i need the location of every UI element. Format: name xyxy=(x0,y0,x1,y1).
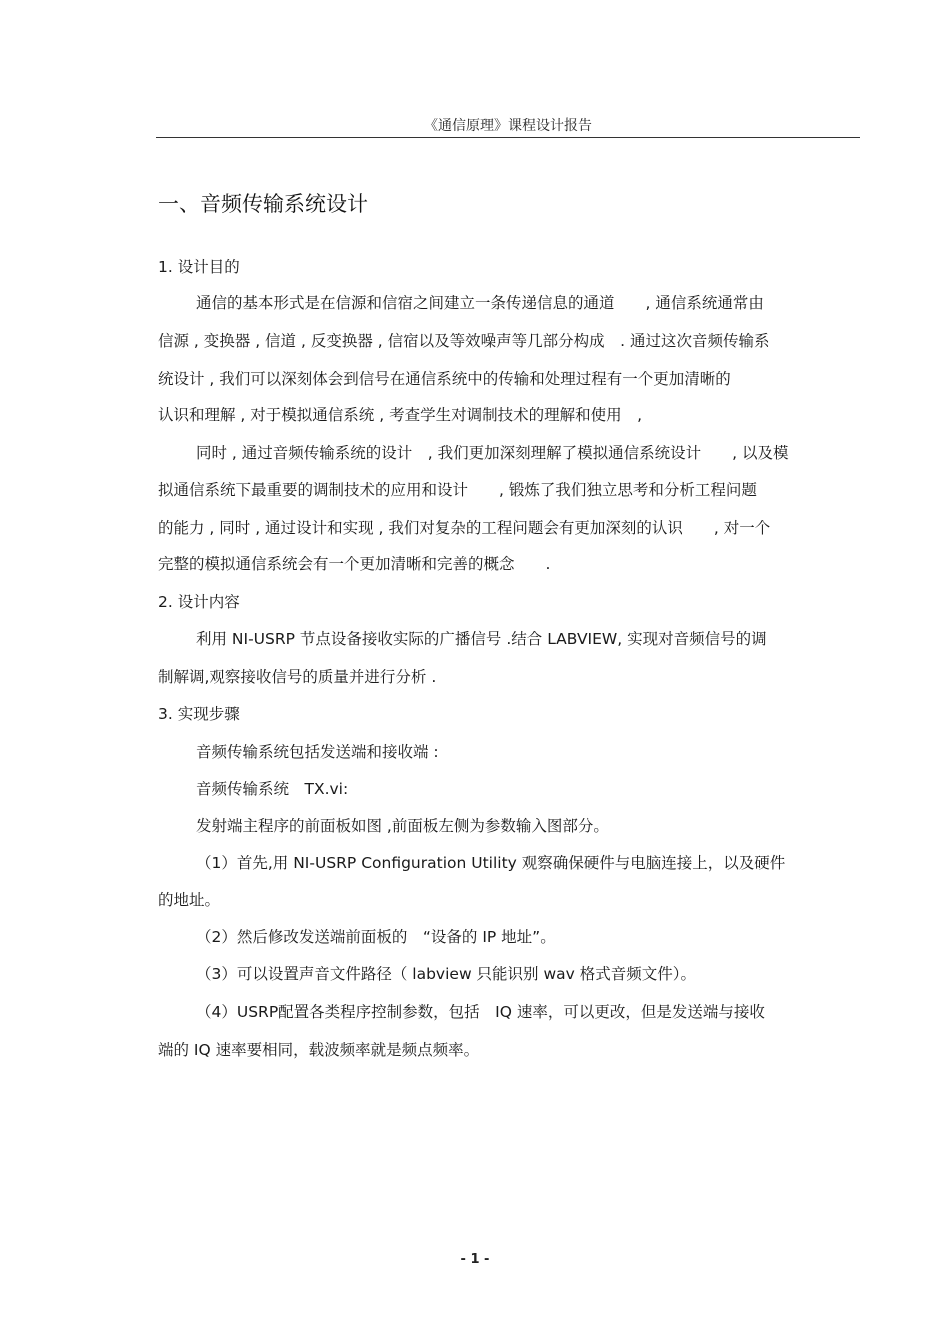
step-4-line-1: （4）USRP配置各类程序控制参数，包括 IQ 速率，可以更改，但是发送端与接收 xyxy=(196,1003,765,1021)
purpose-paragraph-2-line-4: 完整的模拟通信系统会有一个更加清晰和完善的概念 . xyxy=(158,555,551,573)
content-paragraph-line-1: 利用 NI-USRP 节点设备接收实际的广播信号 .结合 LABVIEW, 实现对音频信号的调 xyxy=(196,630,767,648)
purpose-paragraph-2-line-1: 同时 , 通过音频传输系统的设计 , 我们更加深刻理解了模拟通信系统设计 , 以及模 xyxy=(196,444,789,462)
header-rule xyxy=(156,137,860,138)
purpose-paragraph-2-line-2: 拟通信系统下最重要的调制技术的应用和设计 , 锻炼了我们独立思考和分析工程问题 xyxy=(158,481,757,499)
step-1-line-2: 的地址。 xyxy=(158,891,221,909)
purpose-paragraph-1-line-2: 信源 , 变换器 , 信道 , 反变换器 , 信宿以及等效噪声等几部分构成 . 通过这次音频传输系 xyxy=(158,332,770,350)
content-heading: 2. 设计内容 xyxy=(158,593,240,611)
purpose-paragraph-2-line-3: 的能力 , 同时 , 通过设计和实现 , 我们对复杂的工程问题会有更加深刻的认识 , 对一个 xyxy=(158,519,771,537)
purpose-paragraph-1-line-4: 认识和理解 , 对于模拟通信系统 , 考查学生对调制技术的理解和使用 , xyxy=(158,406,642,424)
step-3: （3）可以设置声音文件路径（ labview 只能识别 wav 格式音频文件）。 xyxy=(196,965,697,983)
steps-line-3: 发射端主程序的前面板如图 ,前面板左侧为参数输入图部分。 xyxy=(196,817,609,835)
purpose-heading: 1. 设计目的 xyxy=(158,258,240,276)
purpose-paragraph-1-line-1: 通信的基本形式是在信源和信宿之间建立一条传递信息的通道 , 通信系统通常由 xyxy=(196,294,764,312)
content-paragraph-line-2: 制解调,观察接收信号的质量并进行分析 . xyxy=(158,668,437,686)
steps-line-1: 音频传输系统包括发送端和接收端 : xyxy=(196,743,439,761)
steps-heading: 3. 实现步骤 xyxy=(158,705,240,723)
step-1-line-1: （1）首先,用 NI-USRP Configuration Utility 观察确保硬件与电脑连接上，以及硬件 xyxy=(196,854,786,872)
steps-line-2: 音频传输系统 TX.vi: xyxy=(196,780,349,798)
step-2: （2）然后修改发送端前面板的 “设备的 IP 地址”。 xyxy=(196,928,556,946)
purpose-paragraph-1-line-3: 统设计 , 我们可以深刻体会到信号在通信系统中的传输和处理过程有一个更加清晰的 xyxy=(158,370,731,388)
running-header: 《通信原理》课程设计报告 xyxy=(424,118,592,134)
page-number: - 1 - xyxy=(460,1252,490,1267)
step-4-line-2: 端的 IQ 速率要相同，载波频率就是频点频率。 xyxy=(158,1041,480,1059)
section-title: 一、音频传输系统设计 xyxy=(158,192,368,216)
